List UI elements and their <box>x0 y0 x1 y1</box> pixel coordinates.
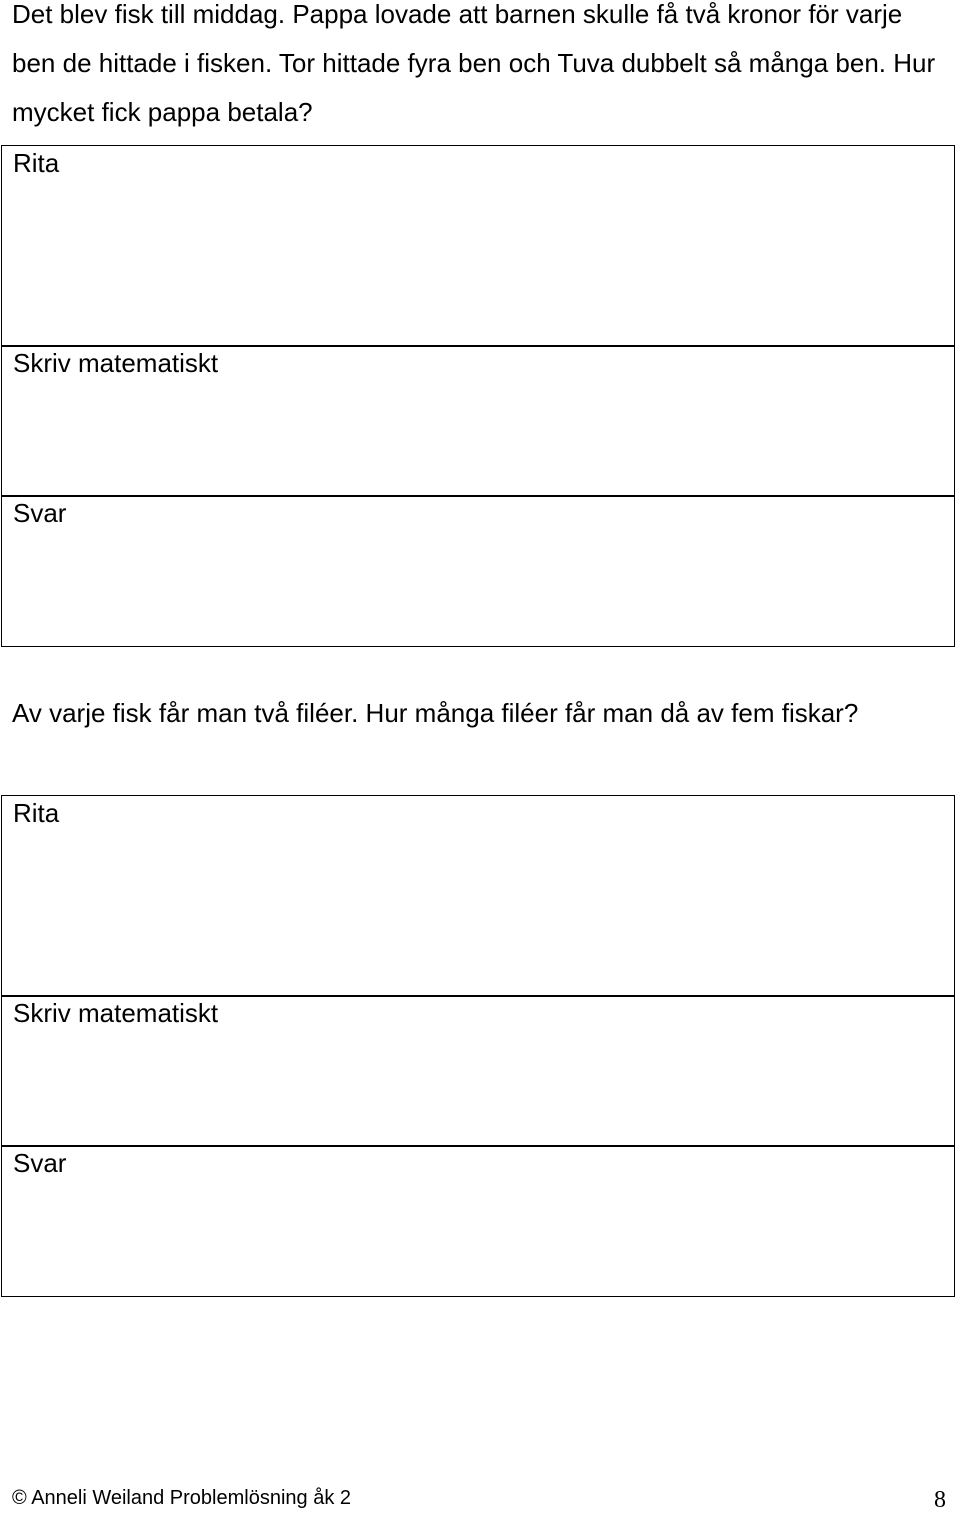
task2-math-box[interactable] <box>1 995 955 1147</box>
task1-math-label: Skriv matematiskt <box>13 348 219 378</box>
task2-draw-box[interactable] <box>1 795 955 997</box>
task1-math-box[interactable] <box>1 345 955 497</box>
task2-draw-label: Rita <box>13 798 60 828</box>
task2-answer-label: Svar <box>13 1148 67 1178</box>
task1-question: Det blev fisk till middag. Pappa lovade att barnen skulle få två kronor för varje ben de hittade i fisken. Tor hittade fyra ben och Tuva dubbelt så många ben. Hur mycket fick pappa betala? <box>12 0 936 127</box>
task1-answer-box[interactable] <box>1 495 955 647</box>
task1-draw-box[interactable] <box>1 145 955 347</box>
footer-copyright: © Anneli Weiland Problemlösning åk 2 <box>12 1487 352 1509</box>
task2-math-label: Skriv matematiskt <box>13 998 219 1028</box>
task1-draw-label: Rita <box>13 148 60 178</box>
task1-answer-label: Svar <box>13 498 67 528</box>
page-number: 8 <box>934 1487 946 1513</box>
task2-question: Av varje fisk får man två filéer. Hur många filéer får man då av fem fiskar? <box>12 698 859 728</box>
task2-answer-box[interactable] <box>1 1145 955 1297</box>
